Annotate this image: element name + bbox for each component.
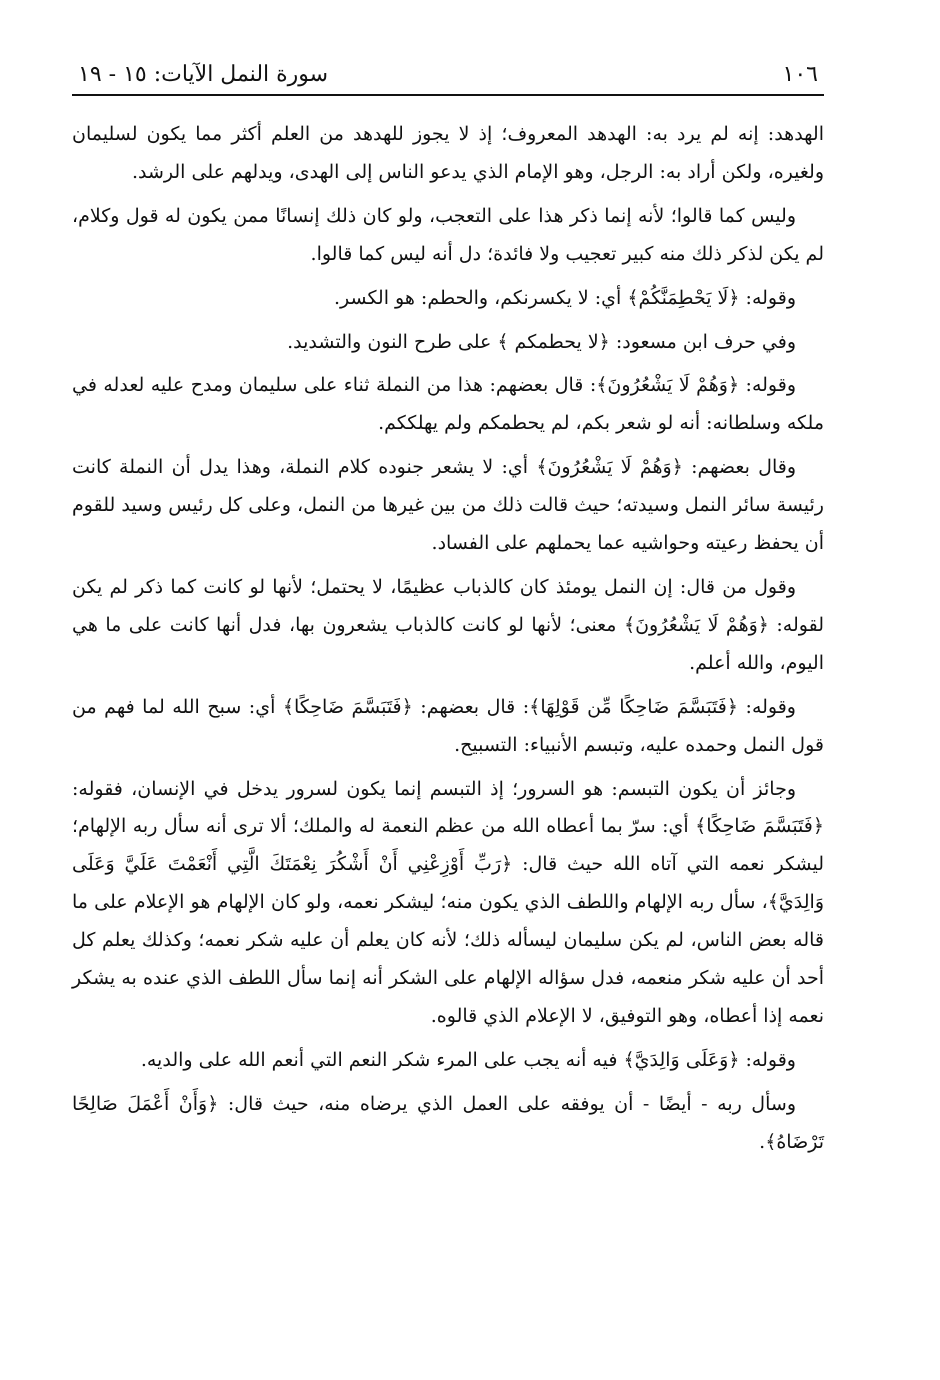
paragraph: وجائز أن يكون التبسم: هو السرور؛ إذ التبسم إنما يكون لسرور يدخل في الإنسان، فقوله: ﴿فَتَبَسَّمَ ضَاحِكًا﴾ أي: سرّ بما أعطاه الله من عظم النعمة له والملك؛ ألا ترى أنه سأل ربه الإلهام؛ ليشكر نعمه التي آتاه الله حيث قال: ﴿رَبِّ أَوْزِعْنِي أَنْ أَشْكُرَ نِعْمَتَكَ الَّتِي أَنْعَمْتَ عَلَيَّ وَعَلَى وَالِدَيَّ﴾، سأل ربه الإلهام واللطف الذي يكون منه؛ ليشكر نعمه، ولو كان الإلهام هو الإعلام على ما قاله بعض الناس، لم يكن سليمان ليسأله ذلك؛ لأنه كان يعلم أن عليه شكر نعمه؛ وكذلك يعلم كل أحد أن عليه شكر منعمه، فدل سؤاله الإلهام على الشكر أنه إنما سأل اللطف الذي عنده به يشكر نعمه إذا أعطاه، وهو التوفيق، لا الإعلام الذي قالوه. xyxy=(72,777,824,1027)
paragraph: وقال بعضهم: ﴿وَهُمْ لَا يَشْعُرُونَ﴾ أي: لا يشعر جنوده كلام النملة، وهذا يدل أن النملة كانت رئيسة سائر النمل وسيدته؛ حيث قالت ذلك من بين غيرها من النمل، وعلى كل رئيس وسيد للقوم أن يحفظ رعيته وحواشيه عما يحملهم على الفساد. xyxy=(72,456,824,555)
paragraph: وسأل ربه - أيضًا - أن يوفقه على العمل الذي يرضاه منه، حيث قال: ﴿وَأَنْ أَعْمَلَ صَالِحًا تَرْضَاهُ﴾. xyxy=(72,1092,824,1153)
running-title: سورة النمل الآيات: ١٥ - ١٩ xyxy=(78,62,329,87)
paragraph: وفي حرف ابن مسعود: ﴿لا يحطمكم ﴾ على طرح النون والتشديد. xyxy=(287,330,796,353)
paragraph: وليس كما قالوا؛ لأنه إنما ذكر هذا على التعجب، ولو كان ذلك إنسانًا ممن يكون له قول وكلام، لم يكن لذكر ذلك منه كبير تعجيب ولا فائدة؛ دل أنه ليس كما قالوا. xyxy=(72,204,824,265)
paragraph: وقوله: ﴿وَعَلَى وَالِدَيَّ﴾ فيه أنه يجب على المرء شكر النعم التي أنعم الله على والديه. xyxy=(140,1048,796,1071)
book-page xyxy=(72,52,824,1342)
paragraph: وقوله: ﴿وَهُمْ لَا يَشْعُرُونَ﴾: قال بعضهم: هذا من النملة ثناء على سليمان ومدح عليه لعدله في ملكه وسلطانه: أنه لو شعر بكم، لم يحطمكم ولم يهلككم. xyxy=(72,374,824,435)
page-number: ١٠٦ xyxy=(782,62,818,87)
paragraph: وقوله: ﴿لَا يَحْطِمَنَّكُمْ﴾ أي: لا يكسرنكم، والحطم: هو الكسر. xyxy=(333,286,796,309)
paragraph: وقول من قال: إن النمل يومئذ كان كالذباب عظيمًا، لا يحتمل؛ لأنها لو كانت كما ذكر لم يكن لقوله: ﴿وَهُمْ لَا يَشْعُرُونَ﴾ معنى؛ لأنها لو كانت كالذباب يشعرون بها، فدل أنها كانت على ما هي اليوم، والله أعلم. xyxy=(72,575,824,674)
running-header xyxy=(72,52,824,90)
page-body xyxy=(72,116,824,1162)
paragraph: الهدهد: إنه لم يرد به: الهدهد المعروف؛ إذ لا يجوز للهدهد من العلم أكثر مما يكون لسليمان ولغيره، ولكن أراد به: الرجل، وهو الإمام الذي يدعو الناس إلى الهدى، ويدلهم على الرشد. xyxy=(72,123,824,183)
paragraph: وقوله: ﴿فَتَبَسَّمَ ضَاحِكًا مِّن قَوْلِهَا﴾: قال بعضهم: ﴿فَتَبَسَّمَ ضَاحِكًا﴾ أي: سبح الله لما فهم من قول النمل وحمده عليه، وتبسم الأنبياء: التسبيح. xyxy=(72,695,824,756)
header-divider xyxy=(72,94,824,96)
